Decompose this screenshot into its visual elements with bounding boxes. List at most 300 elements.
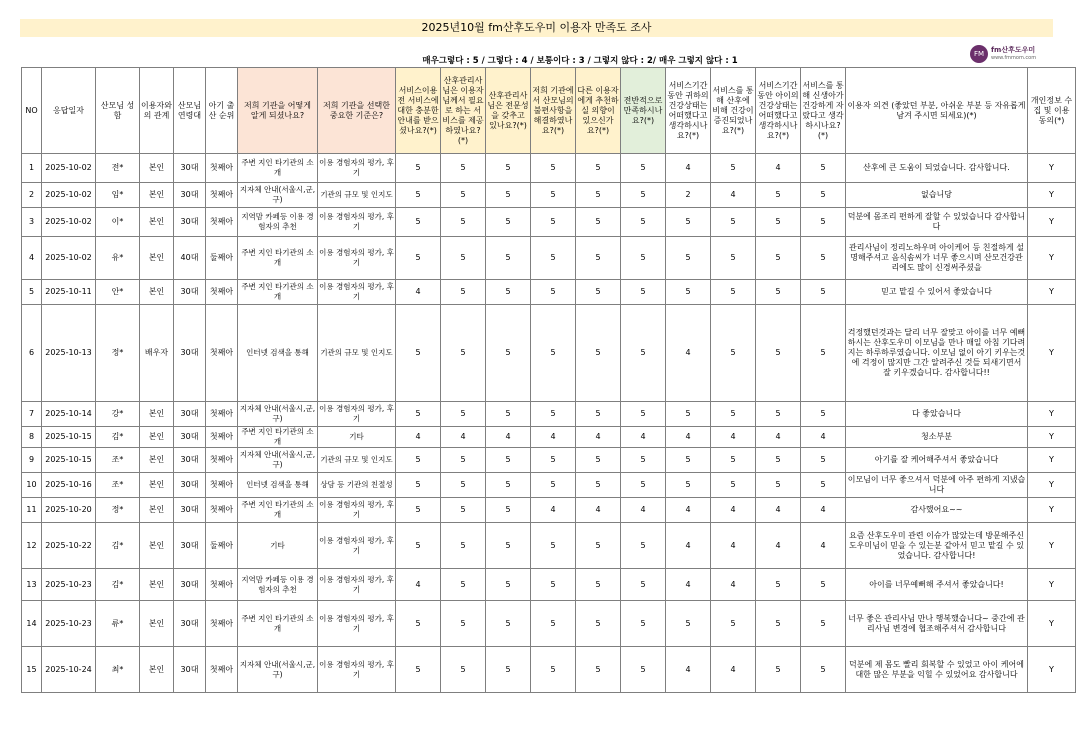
header-opinion: 이용자 의견 (좋았던 부분, 아쉬운 부분 등 자유롭게 남겨 주시면 되세요)(*) xyxy=(846,68,1028,154)
cell-relation: 본인 xyxy=(140,427,174,448)
cell-q4: 5 xyxy=(531,305,576,402)
cell-q4: 5 xyxy=(531,473,576,498)
cell-q3: 5 xyxy=(486,601,531,647)
cell-no: 13 xyxy=(22,569,42,601)
cell-consent: Y xyxy=(1028,498,1076,523)
table-row xyxy=(22,448,1076,473)
cell-q2: 5 xyxy=(441,237,486,280)
table-row xyxy=(22,473,1076,498)
cell-relation: 본인 xyxy=(140,569,174,601)
cell-q8: 5 xyxy=(711,473,756,498)
cell-source: 기타 xyxy=(238,523,318,569)
cell-q9: 4 xyxy=(756,154,801,183)
cell-date: 2025-10-22 xyxy=(42,523,96,569)
cell-q10: 4 xyxy=(801,427,846,448)
cell-q2: 5 xyxy=(441,208,486,237)
cell-consent: Y xyxy=(1028,237,1076,280)
cell-q2: 5 xyxy=(441,498,486,523)
cell-source: 지역맘 카페등 이용 경험자의 추천 xyxy=(238,208,318,237)
cell-q7: 5 xyxy=(666,280,711,305)
cell-q9: 5 xyxy=(756,237,801,280)
cell-date: 2025-10-02 xyxy=(42,237,96,280)
cell-q9: 5 xyxy=(756,280,801,305)
cell-no: 3 xyxy=(22,208,42,237)
cell-q9: 4 xyxy=(756,523,801,569)
cell-q9: 5 xyxy=(756,402,801,427)
header-relation: 이용자와의 관계 xyxy=(140,68,174,154)
cell-q2: 5 xyxy=(441,183,486,208)
cell-q7: 4 xyxy=(666,569,711,601)
cell-q8: 4 xyxy=(711,569,756,601)
table-row xyxy=(22,280,1076,305)
cell-q5: 5 xyxy=(576,647,621,693)
cell-q4: 5 xyxy=(531,647,576,693)
logo-name: fm산후도우미 xyxy=(991,46,1036,54)
table-row xyxy=(22,237,1076,280)
cell-q4: 5 xyxy=(531,569,576,601)
cell-q2: 5 xyxy=(441,154,486,183)
cell-consent: Y xyxy=(1028,154,1076,183)
table-row xyxy=(22,427,1076,448)
cell-name: 안* xyxy=(96,280,140,305)
cell-birth-order: 첫째아 xyxy=(206,647,238,693)
cell-q8: 4 xyxy=(711,498,756,523)
cell-relation: 본인 xyxy=(140,523,174,569)
cell-age: 30대 xyxy=(174,569,206,601)
header-consent: 개인정보 수집 및 이용 동의(*) xyxy=(1028,68,1076,154)
cell-q3: 5 xyxy=(486,448,531,473)
cell-age: 30대 xyxy=(174,154,206,183)
cell-criteria: 이용 경험자의 평가, 후기 xyxy=(318,498,396,523)
cell-q9: 5 xyxy=(756,208,801,237)
cell-q1: 5 xyxy=(396,305,441,402)
cell-q9: 4 xyxy=(756,498,801,523)
cell-name: 전* xyxy=(96,154,140,183)
cell-birth-order: 첫째아 xyxy=(206,498,238,523)
cell-q7: 5 xyxy=(666,237,711,280)
cell-q9: 5 xyxy=(756,647,801,693)
cell-q1: 5 xyxy=(396,237,441,280)
cell-q3: 5 xyxy=(486,402,531,427)
cell-q9: 5 xyxy=(756,183,801,208)
cell-name: 이* xyxy=(96,208,140,237)
cell-age: 30대 xyxy=(174,305,206,402)
cell-opinion: 덕분에 몸조리 편하게 잘할 수 있었습니다 감사합니다 xyxy=(846,208,1028,237)
cell-q10: 5 xyxy=(801,305,846,402)
cell-q7: 4 xyxy=(666,498,711,523)
header-q2: 산후관리사님은 이용자님께서 필요로 하는 서비스를 제공하였나요?(*) xyxy=(441,68,486,154)
header-date: 응답일자 xyxy=(42,68,96,154)
cell-q6: 5 xyxy=(621,305,666,402)
cell-q10: 5 xyxy=(801,208,846,237)
cell-date: 2025-10-02 xyxy=(42,183,96,208)
header-q10: 서비스를 통해 신생아가 건강하게 자랐다고 생각하시나요?(*) xyxy=(801,68,846,154)
logo-url: www.fmmom.com xyxy=(991,55,1037,61)
table-row xyxy=(22,305,1076,402)
cell-consent: Y xyxy=(1028,305,1076,402)
cell-no: 4 xyxy=(22,237,42,280)
table-row xyxy=(22,569,1076,601)
cell-q6: 5 xyxy=(621,601,666,647)
cell-q1: 5 xyxy=(396,448,441,473)
header-q3: 산후관리사님은 전문성을 갖추고 있나요?(*) xyxy=(486,68,531,154)
cell-q9: 5 xyxy=(756,448,801,473)
cell-q9: 4 xyxy=(756,427,801,448)
cell-no: 8 xyxy=(22,427,42,448)
cell-q8: 5 xyxy=(711,448,756,473)
cell-q1: 4 xyxy=(396,427,441,448)
cell-relation: 배우자 xyxy=(140,305,174,402)
cell-consent: Y xyxy=(1028,448,1076,473)
cell-q3: 5 xyxy=(486,473,531,498)
cell-birth-order: 첫째아 xyxy=(206,448,238,473)
cell-consent: Y xyxy=(1028,569,1076,601)
cell-no: 1 xyxy=(22,154,42,183)
cell-date: 2025-10-02 xyxy=(42,154,96,183)
cell-date: 2025-10-11 xyxy=(42,280,96,305)
cell-date: 2025-10-23 xyxy=(42,569,96,601)
cell-source: 지역맘 카페등 이용 경험자의 추천 xyxy=(238,569,318,601)
cell-q7: 4 xyxy=(666,523,711,569)
cell-opinion: 감사했어요~~ xyxy=(846,498,1028,523)
cell-q6: 5 xyxy=(621,523,666,569)
cell-consent: Y xyxy=(1028,183,1076,208)
cell-age: 30대 xyxy=(174,473,206,498)
table-row xyxy=(22,647,1076,693)
cell-q1: 5 xyxy=(396,647,441,693)
cell-criteria: 이용 경험자의 평가, 후기 xyxy=(318,237,396,280)
cell-age: 30대 xyxy=(174,427,206,448)
cell-q2: 5 xyxy=(441,647,486,693)
cell-age: 30대 xyxy=(174,601,206,647)
cell-q4: 5 xyxy=(531,601,576,647)
cell-q4: 5 xyxy=(531,237,576,280)
cell-q7: 5 xyxy=(666,208,711,237)
cell-q7: 5 xyxy=(666,601,711,647)
cell-name: 김* xyxy=(96,427,140,448)
cell-q3: 4 xyxy=(486,427,531,448)
cell-birth-order: 첫째아 xyxy=(206,427,238,448)
cell-criteria: 이용 경험자의 평가, 후기 xyxy=(318,601,396,647)
cell-relation: 본인 xyxy=(140,183,174,208)
cell-source: 인터넷 검색을 통해 xyxy=(238,305,318,402)
cell-source: 주변 지인 타기관의 소개 xyxy=(238,427,318,448)
cell-date: 2025-10-20 xyxy=(42,498,96,523)
cell-opinion: 청소부분 xyxy=(846,427,1028,448)
cell-criteria: 기타 xyxy=(318,427,396,448)
cell-q7: 5 xyxy=(666,448,711,473)
cell-no: 7 xyxy=(22,402,42,427)
cell-q2: 5 xyxy=(441,473,486,498)
cell-q9: 5 xyxy=(756,305,801,402)
cell-q10: 5 xyxy=(801,402,846,427)
cell-q7: 5 xyxy=(666,473,711,498)
cell-age: 30대 xyxy=(174,402,206,427)
cell-source: 지자체 안내(서울시,군,구) xyxy=(238,647,318,693)
cell-q5: 5 xyxy=(576,523,621,569)
cell-opinion: 다 좋았습니다 xyxy=(846,402,1028,427)
cell-q6: 5 xyxy=(621,402,666,427)
cell-q8: 4 xyxy=(711,427,756,448)
cell-q1: 4 xyxy=(396,569,441,601)
cell-q1: 5 xyxy=(396,402,441,427)
cell-criteria: 상담 등 기관의 친절성 xyxy=(318,473,396,498)
table-row xyxy=(22,154,1076,183)
cell-relation: 본인 xyxy=(140,448,174,473)
cell-date: 2025-10-02 xyxy=(42,208,96,237)
cell-q5: 5 xyxy=(576,208,621,237)
header-criteria: 저희 기관을 선택한 중요한 기준은? xyxy=(318,68,396,154)
cell-q6: 5 xyxy=(621,183,666,208)
cell-q10: 5 xyxy=(801,647,846,693)
cell-source: 지자체 안내(서울시,군,구) xyxy=(238,402,318,427)
cell-relation: 본인 xyxy=(140,402,174,427)
cell-consent: Y xyxy=(1028,601,1076,647)
cell-q4: 4 xyxy=(531,427,576,448)
cell-consent: Y xyxy=(1028,427,1076,448)
cell-relation: 본인 xyxy=(140,280,174,305)
cell-birth-order: 첫째아 xyxy=(206,280,238,305)
cell-criteria: 기관의 규모 및 인지도 xyxy=(318,183,396,208)
survey-title: 2025년10월 fm산후도우미 이용자 만족도 조사 xyxy=(20,19,1053,37)
cell-consent: Y xyxy=(1028,647,1076,693)
cell-opinion: 없습니당 xyxy=(846,183,1028,208)
table-row xyxy=(22,601,1076,647)
cell-q6: 5 xyxy=(621,647,666,693)
cell-q3: 5 xyxy=(486,647,531,693)
cell-q3: 5 xyxy=(486,154,531,183)
cell-q10: 4 xyxy=(801,523,846,569)
cell-birth-order: 첫째아 xyxy=(206,208,238,237)
cell-q3: 5 xyxy=(486,305,531,402)
cell-q2: 5 xyxy=(441,280,486,305)
cell-q8: 5 xyxy=(711,305,756,402)
header-q1: 서비스이용전 서비스에 대한 충분한 안내를 받으셨나요?(*) xyxy=(396,68,441,154)
cell-q6: 5 xyxy=(621,569,666,601)
cell-birth-order: 둘째아 xyxy=(206,237,238,280)
cell-consent: Y xyxy=(1028,473,1076,498)
cell-q2: 5 xyxy=(441,569,486,601)
cell-q8: 5 xyxy=(711,280,756,305)
cell-opinion: 관리사님이 정리노하우며 아이케어 등 친절하게 설명해주셔고 음식솜씨가 너무 좋으시며 산모건강관리에도 많이 신경써주셨을 xyxy=(846,237,1028,280)
cell-q5: 4 xyxy=(576,427,621,448)
cell-q5: 5 xyxy=(576,154,621,183)
cell-q5: 5 xyxy=(576,280,621,305)
cell-source: 주변 지인 타기관의 소개 xyxy=(238,154,318,183)
cell-q9: 5 xyxy=(756,601,801,647)
cell-birth-order: 첫째아 xyxy=(206,402,238,427)
cell-date: 2025-10-15 xyxy=(42,448,96,473)
table-row xyxy=(22,523,1076,569)
cell-no: 15 xyxy=(22,647,42,693)
cell-relation: 본인 xyxy=(140,498,174,523)
cell-age: 30대 xyxy=(174,523,206,569)
cell-q4: 5 xyxy=(531,154,576,183)
cell-no: 10 xyxy=(22,473,42,498)
cell-name: 김* xyxy=(96,569,140,601)
survey-table xyxy=(21,67,1076,693)
cell-q5: 5 xyxy=(576,402,621,427)
cell-criteria: 이용 경험자의 평가, 후기 xyxy=(318,402,396,427)
cell-q6: 5 xyxy=(621,473,666,498)
cell-consent: Y xyxy=(1028,402,1076,427)
cell-name: 정* xyxy=(96,305,140,402)
cell-q1: 5 xyxy=(396,473,441,498)
cell-source: 지자체 안내(서울시,군,구) xyxy=(238,183,318,208)
cell-q2: 5 xyxy=(441,402,486,427)
cell-consent: Y xyxy=(1028,280,1076,305)
cell-q6: 4 xyxy=(621,498,666,523)
cell-no: 6 xyxy=(22,305,42,402)
cell-q1: 5 xyxy=(396,208,441,237)
table-row xyxy=(22,183,1076,208)
cell-source: 지자체 안내(서울시,군,구) xyxy=(238,448,318,473)
cell-relation: 본인 xyxy=(140,237,174,280)
cell-criteria: 이용 경험자의 평가, 후기 xyxy=(318,280,396,305)
cell-q10: 4 xyxy=(801,498,846,523)
cell-no: 11 xyxy=(22,498,42,523)
cell-relation: 본인 xyxy=(140,601,174,647)
cell-q5: 5 xyxy=(576,569,621,601)
cell-criteria: 이용 경험자의 평가, 후기 xyxy=(318,523,396,569)
cell-q8: 4 xyxy=(711,523,756,569)
cell-criteria: 기관의 규모 및 인지도 xyxy=(318,305,396,402)
cell-name: 최* xyxy=(96,647,140,693)
cell-no: 5 xyxy=(22,280,42,305)
cell-q4: 5 xyxy=(531,183,576,208)
cell-q10: 5 xyxy=(801,154,846,183)
cell-age: 30대 xyxy=(174,448,206,473)
cell-q8: 5 xyxy=(711,601,756,647)
cell-birth-order: 첫째아 xyxy=(206,601,238,647)
cell-age: 30대 xyxy=(174,208,206,237)
cell-q7: 4 xyxy=(666,427,711,448)
cell-q3: 5 xyxy=(486,237,531,280)
header-age: 산모님 연령대 xyxy=(174,68,206,154)
cell-birth-order: 첫째아 xyxy=(206,183,238,208)
cell-age: 30대 xyxy=(174,647,206,693)
cell-q4: 4 xyxy=(531,498,576,523)
cell-date: 2025-10-16 xyxy=(42,473,96,498)
cell-opinion: 이모님이 너무 좋으셔서 덕분에 아주 편하게 지냈습니다 xyxy=(846,473,1028,498)
cell-relation: 본인 xyxy=(140,154,174,183)
cell-source: 주변 지인 타기관의 소개 xyxy=(238,601,318,647)
cell-name: 김* xyxy=(96,523,140,569)
cell-q8: 5 xyxy=(711,237,756,280)
header-q7: 서비스기간 동안 귀하의 건강상태는 어떠했다고 생각하시나요?(*) xyxy=(666,68,711,154)
cell-q6: 5 xyxy=(621,237,666,280)
cell-no: 12 xyxy=(22,523,42,569)
cell-relation: 본인 xyxy=(140,473,174,498)
cell-q7: 4 xyxy=(666,647,711,693)
cell-no: 14 xyxy=(22,601,42,647)
cell-no: 2 xyxy=(22,183,42,208)
cell-q6: 5 xyxy=(621,208,666,237)
cell-date: 2025-10-23 xyxy=(42,601,96,647)
cell-name: 조* xyxy=(96,473,140,498)
cell-age: 30대 xyxy=(174,280,206,305)
cell-no: 9 xyxy=(22,448,42,473)
header-no: NO xyxy=(22,68,42,154)
cell-name: 조* xyxy=(96,448,140,473)
cell-opinion: 너무 좋은 관리사님 만나 행복했습니다~ 중간에 관리사님 변경에 협조해주셔서 감사합니다 xyxy=(846,601,1028,647)
cell-source: 인터넷 검색을 통해 xyxy=(238,473,318,498)
cell-name: 강* xyxy=(96,402,140,427)
header-q8: 서비스를 통해 산후에 비해 건강이 증진되었나요?(*) xyxy=(711,68,756,154)
table-row xyxy=(22,402,1076,427)
cell-criteria: 이용 경험자의 평가, 후기 xyxy=(318,647,396,693)
cell-q3: 5 xyxy=(486,183,531,208)
header-q6: 전반적으로 만족하시나요?(*) xyxy=(621,68,666,154)
cell-opinion: 믿고 맡길 수 있어서 좋았습니다 xyxy=(846,280,1028,305)
cell-q3: 5 xyxy=(486,208,531,237)
header-row xyxy=(22,68,1076,154)
cell-name: 임* xyxy=(96,183,140,208)
cell-q10: 5 xyxy=(801,569,846,601)
cell-criteria: 이용 경험자의 평가, 후기 xyxy=(318,208,396,237)
cell-age: 30대 xyxy=(174,498,206,523)
cell-q2: 5 xyxy=(441,448,486,473)
cell-q3: 5 xyxy=(486,498,531,523)
cell-q6: 5 xyxy=(621,448,666,473)
cell-opinion: 덕분에 제 몸도 빨리 회복할 수 있었고 아이 케어에 대한 많은 부분을 익힐 수 있었어요 감사합니다 xyxy=(846,647,1028,693)
cell-opinion: 아기를 잘 케어해주셔서 좋았습니다 xyxy=(846,448,1028,473)
cell-q8: 5 xyxy=(711,402,756,427)
cell-date: 2025-10-14 xyxy=(42,402,96,427)
cell-q4: 5 xyxy=(531,523,576,569)
cell-q7: 4 xyxy=(666,154,711,183)
cell-q8: 5 xyxy=(711,208,756,237)
cell-q7: 5 xyxy=(666,402,711,427)
rating-scale-legend: 매우그렇다 : 5 / 그렇다 : 4 / 보통이다 : 3 / 그렇지 않다 : 2/ 매우 그렇지 않다 : 1 xyxy=(422,56,738,66)
cell-source: 주변 지인 타기관의 소개 xyxy=(238,280,318,305)
cell-q1: 5 xyxy=(396,498,441,523)
header-source: 저희 기관을 어떻게 알게 되셨나요? xyxy=(238,68,318,154)
cell-age: 30대 xyxy=(174,183,206,208)
cell-birth-order: 첫째아 xyxy=(206,569,238,601)
cell-q7: 2 xyxy=(666,183,711,208)
cell-q10: 5 xyxy=(801,473,846,498)
cell-q9: 5 xyxy=(756,569,801,601)
cell-q6: 5 xyxy=(621,280,666,305)
cell-q5: 5 xyxy=(576,448,621,473)
cell-opinion: 요즘 산후도우미 관련 이슈가 많았는데 방문해주신 도우미님이 믿을 수 있는분 같아서 믿고 맡길 수 있었습니다. 감사합니다! xyxy=(846,523,1028,569)
cell-date: 2025-10-15 xyxy=(42,427,96,448)
cell-name: 류* xyxy=(96,601,140,647)
cell-q4: 5 xyxy=(531,208,576,237)
cell-q1: 5 xyxy=(396,601,441,647)
cell-q1: 5 xyxy=(396,154,441,183)
header-q9: 서비스기간 동안 아이의 건강상태는 어떠했다고 생각하시나요?(*) xyxy=(756,68,801,154)
cell-consent: Y xyxy=(1028,208,1076,237)
cell-q10: 5 xyxy=(801,280,846,305)
cell-q8: 4 xyxy=(711,647,756,693)
cell-q6: 4 xyxy=(621,427,666,448)
table-row xyxy=(22,498,1076,523)
cell-q4: 5 xyxy=(531,448,576,473)
cell-opinion: 산후에 큰 도움이 되었습니다. 감사합니다. xyxy=(846,154,1028,183)
cell-age: 40대 xyxy=(174,237,206,280)
cell-birth-order: 첫째아 xyxy=(206,305,238,402)
cell-name: 유* xyxy=(96,237,140,280)
cell-relation: 본인 xyxy=(140,208,174,237)
cell-q1: 5 xyxy=(396,183,441,208)
cell-q10: 5 xyxy=(801,601,846,647)
header-q5: 다른 이용자에게 추천하실 의향이 있으신가요?(*) xyxy=(576,68,621,154)
cell-q10: 5 xyxy=(801,448,846,473)
cell-q5: 5 xyxy=(576,473,621,498)
cell-q6: 5 xyxy=(621,154,666,183)
